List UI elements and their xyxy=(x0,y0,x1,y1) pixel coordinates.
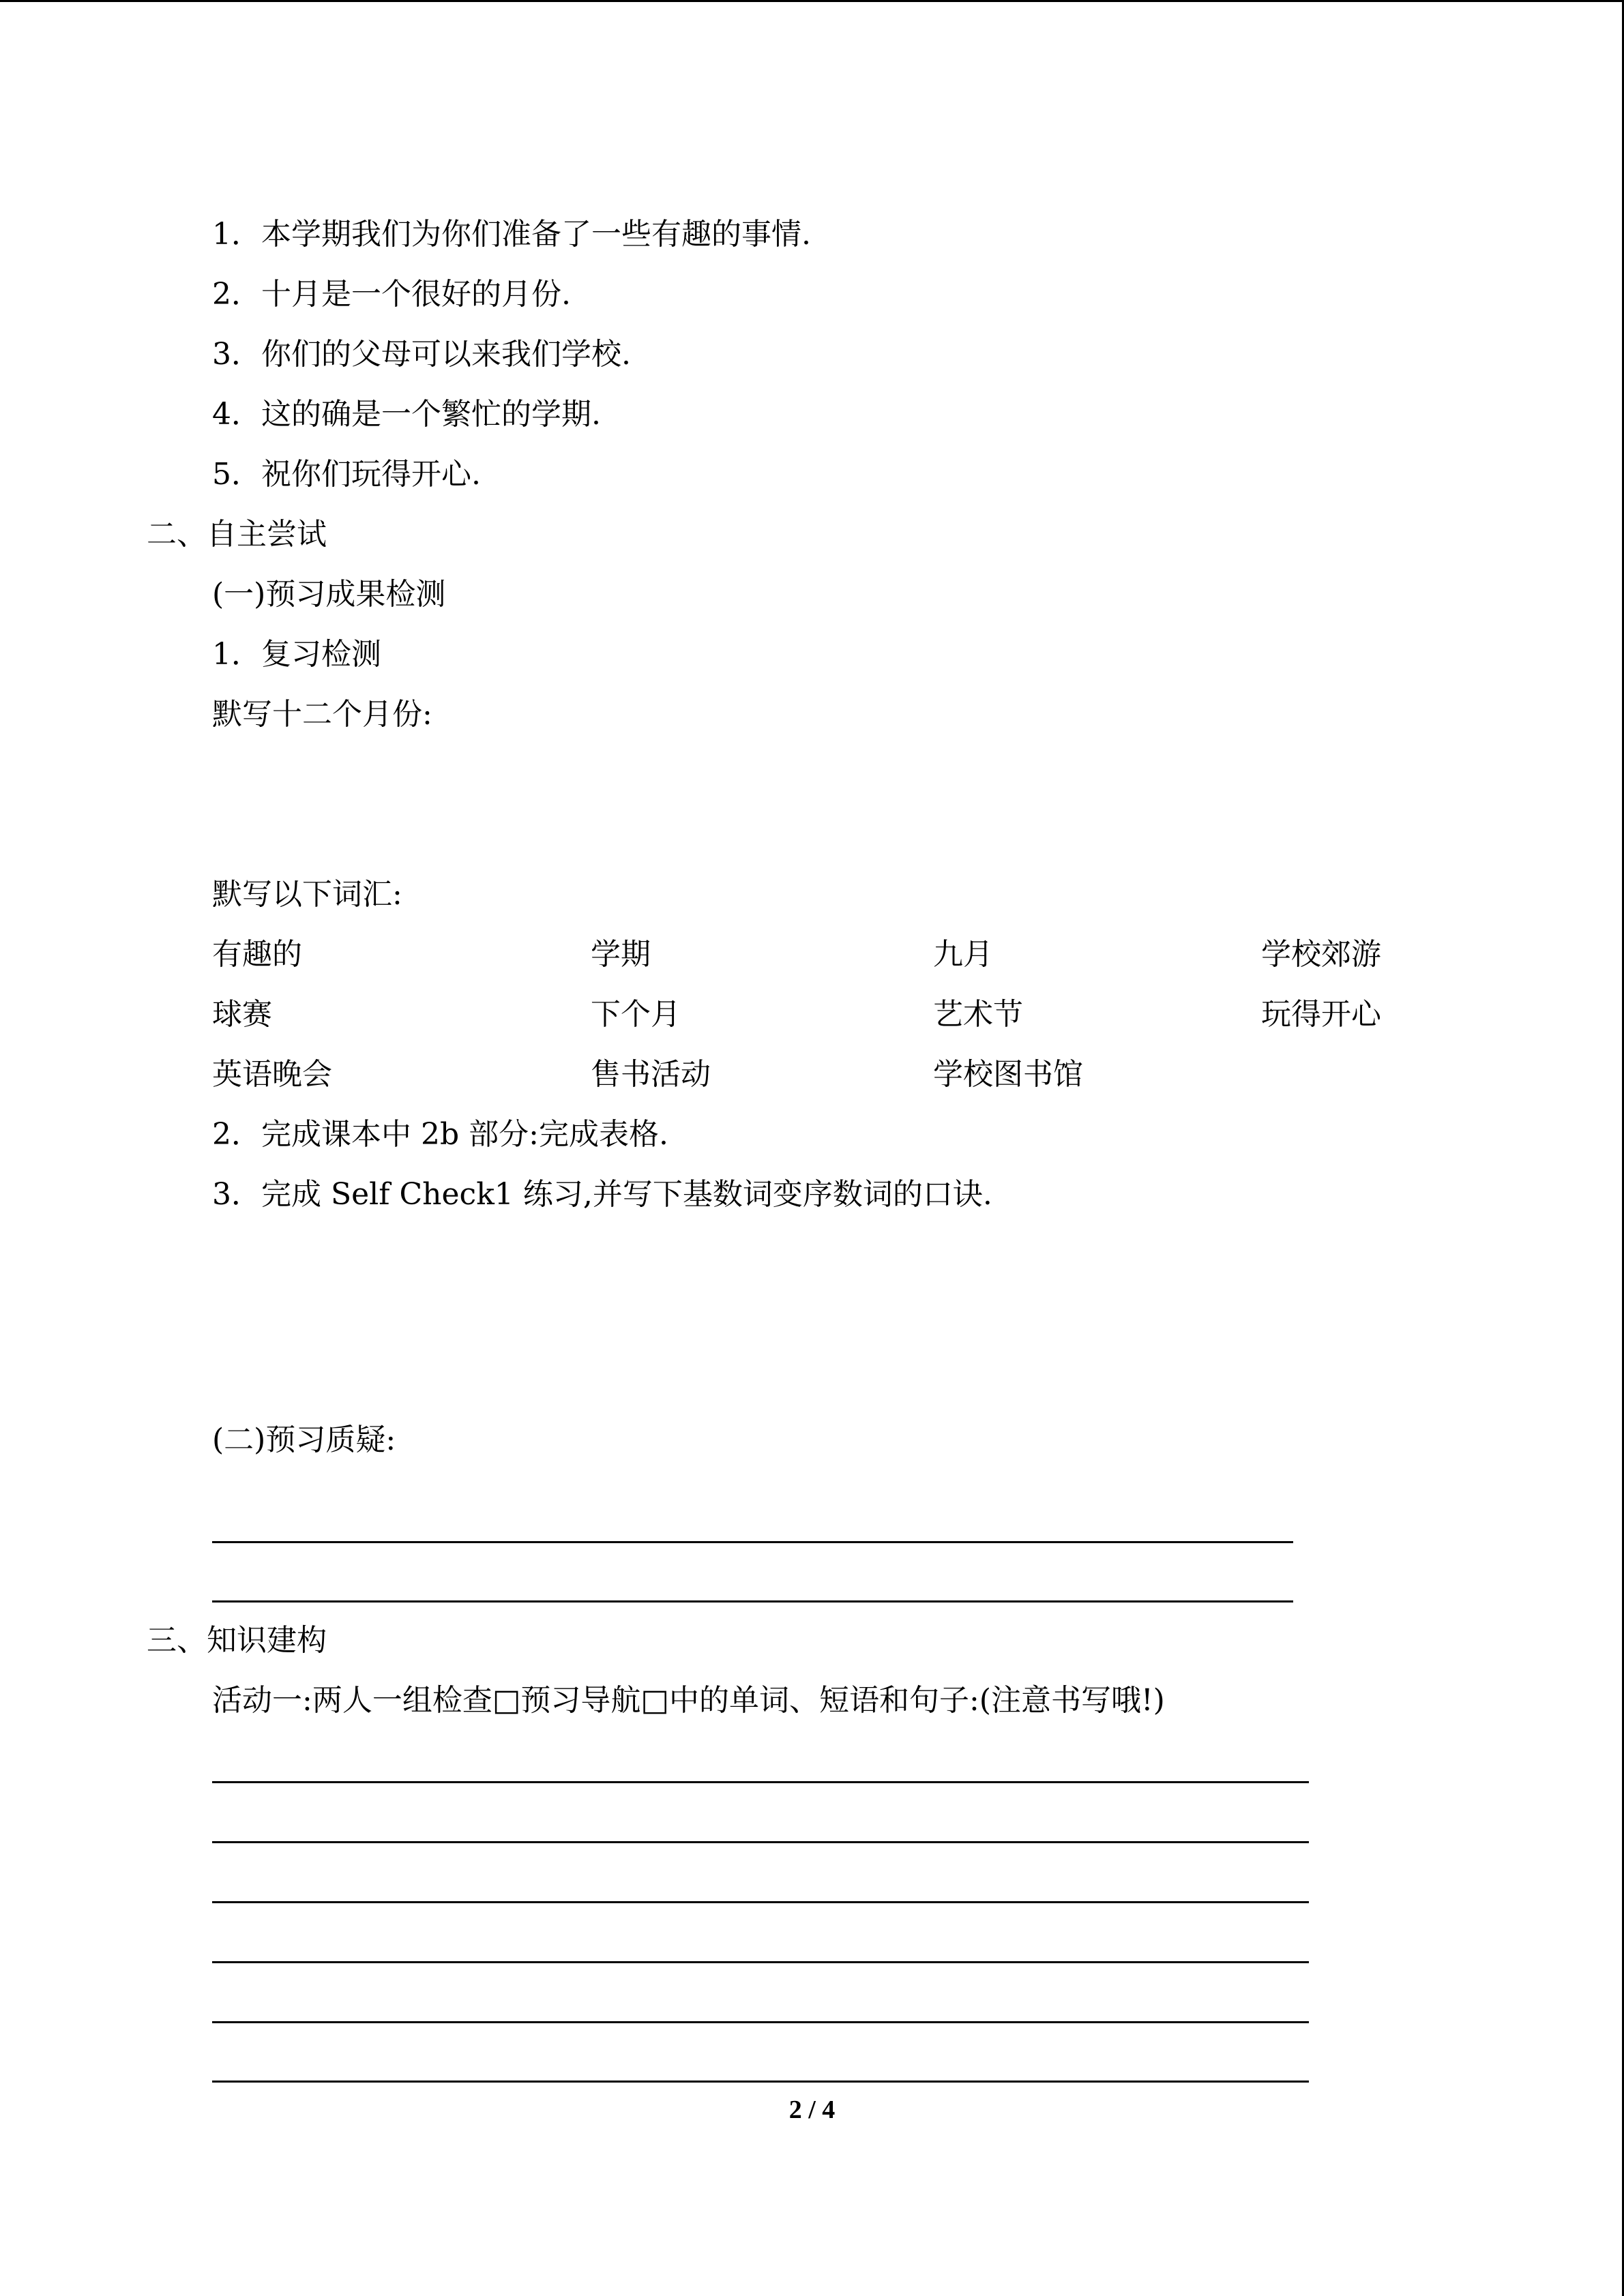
writing-line xyxy=(212,1841,1309,1843)
vocab-word: 售书活动 xyxy=(591,1057,711,1092)
subheading-preview-check: (一)预习成果检测 xyxy=(212,577,446,612)
section-heading-self-try: 二、自主尝试 xyxy=(147,517,327,552)
vocab-word: 学校图书馆 xyxy=(933,1057,1083,1092)
vocab-word: 玩得开心 xyxy=(1261,997,1381,1032)
page-border-top xyxy=(0,0,1624,2)
page-number: 2 / 4 xyxy=(788,2096,836,2124)
item-review-check: 1．复习检测 xyxy=(212,637,381,672)
writing-line xyxy=(212,2021,1309,2023)
writing-line xyxy=(212,1901,1309,1903)
vocab-word: 学期 xyxy=(591,937,651,972)
months-dictation-prompt: 默写十二个月份: xyxy=(212,697,432,732)
answer-line xyxy=(212,1541,1293,1543)
vocab-word: 球赛 xyxy=(212,997,272,1032)
item-self-check: 3．完成 Self Check1 练习,并写下基数词变序数词的口诀. xyxy=(212,1177,992,1212)
subheading-preview-questions: (二)预习质疑: xyxy=(212,1422,396,1457)
vocab-word: 英语晚会 xyxy=(212,1057,332,1092)
intro-item-5: 5．祝你们玩得开心. xyxy=(212,457,481,492)
writing-line xyxy=(212,2081,1309,2083)
vocab-word: 学校郊游 xyxy=(1261,937,1381,972)
intro-item-4: 4．这的确是一个繁忙的学期. xyxy=(212,397,601,432)
intro-item-2: 2．十月是一个很好的月份. xyxy=(212,277,571,312)
activity-one-instruction: 活动一:两人一组检查□预习导航□中的单词、短语和句子:(注意书写哦!) xyxy=(212,1683,1165,1718)
section-heading-knowledge: 三、知识建构 xyxy=(147,1623,327,1658)
item-textbook-2b: 2．完成课本中 2b 部分:完成表格. xyxy=(212,1117,668,1152)
vocab-word: 九月 xyxy=(933,937,993,972)
writing-line xyxy=(212,1781,1309,1783)
intro-item-3: 3．你们的父母可以来我们学校. xyxy=(212,337,631,372)
vocab-dictation-prompt: 默写以下词汇: xyxy=(212,877,402,912)
vocab-word: 有趣的 xyxy=(212,937,302,972)
vocab-word: 艺术节 xyxy=(933,997,1023,1032)
vocab-word: 下个月 xyxy=(591,997,681,1032)
writing-line xyxy=(212,1961,1309,1963)
answer-line xyxy=(212,1600,1293,1602)
intro-item-1: 1．本学期我们为你们准备了一些有趣的事情. xyxy=(212,217,811,252)
